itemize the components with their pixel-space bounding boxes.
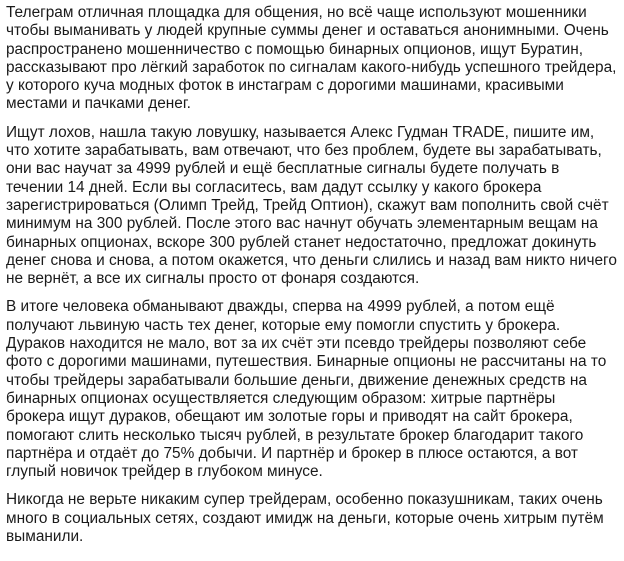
article-paragraph: Никогда не верьте никаким супер трейдерам, особенно показушникам, таких очень много в социальных сетях, создают имидж на деньги, которые очень хитрым путём выманили. [6,491,604,546]
article-paragraph: В итоге человека обманывают дважды, сперва на 4999 рублей, а потом ещё получают львиную часть тех денег, которые ему помогли спустить у брокера. Дураков находится не мало, вот за их счёт эти псевдо трейдеры позволяют себе фото с дорогими машинами, путешествия. Бинарные опционы не рассчитаны на то чтобы трейдеры зарабатывали большие деньги, движение денежных средств на бинарных опционах осуществляется следующим образом: хитрые партнёры брокера ищут дураков, обещают им золотые горы и приводят на сайт брокера, помогают слить несколько тысяч рублей, в результате брокер благодарит такого партнёра и отдаёт до 75% добычи. И партнёр и брокер в плюсе остаются, а вот глупый новичок трейдер в глубоком минусе. [6,298,607,481]
article-paragraph: Телеграм отличная площадка для общения, но всё чаще используют мошенники чтобы выманивать у людей крупные суммы денег и оставаться анонимными. Очень распространено мошенничество с помощью бинарных опционов, ищут Буратин, рассказывают про лёгкий заработок по сигналам какого-нибудь успешного трейдера, у которого куча модных фоток в инстаграм с дорогими машинами, красивыми местами и пачками денег. [6,4,617,113]
article-paragraph: Ищут лохов, нашла такую ловушку, называется Алекс Гудман TRADE, пишите им, что хотите зарабатывать, вам отвечают, что без проблем, будете вы зарабатывать, они вас научат за 4999 рублей и ещё бесплатные сигналы будете получать в течении 14 дней. Если вы согласитесь, вам дадут ссылку у какого брокера зарегистрироваться (Олимп Трейд, Трейд Оптион), скажут вам пополнить свой счёт минимум на 300 рублей. После этого вас начнут обучать элементарным вещам на бинарных опционах, вскоре 300 рублей станет недостаточно, предложат докинуть денег снова и снова, а потом окажется, что деньги слились и назад вам никто ничего не вернёт, а все их сигналы просто от фонаря создаются. [6,123,617,288]
